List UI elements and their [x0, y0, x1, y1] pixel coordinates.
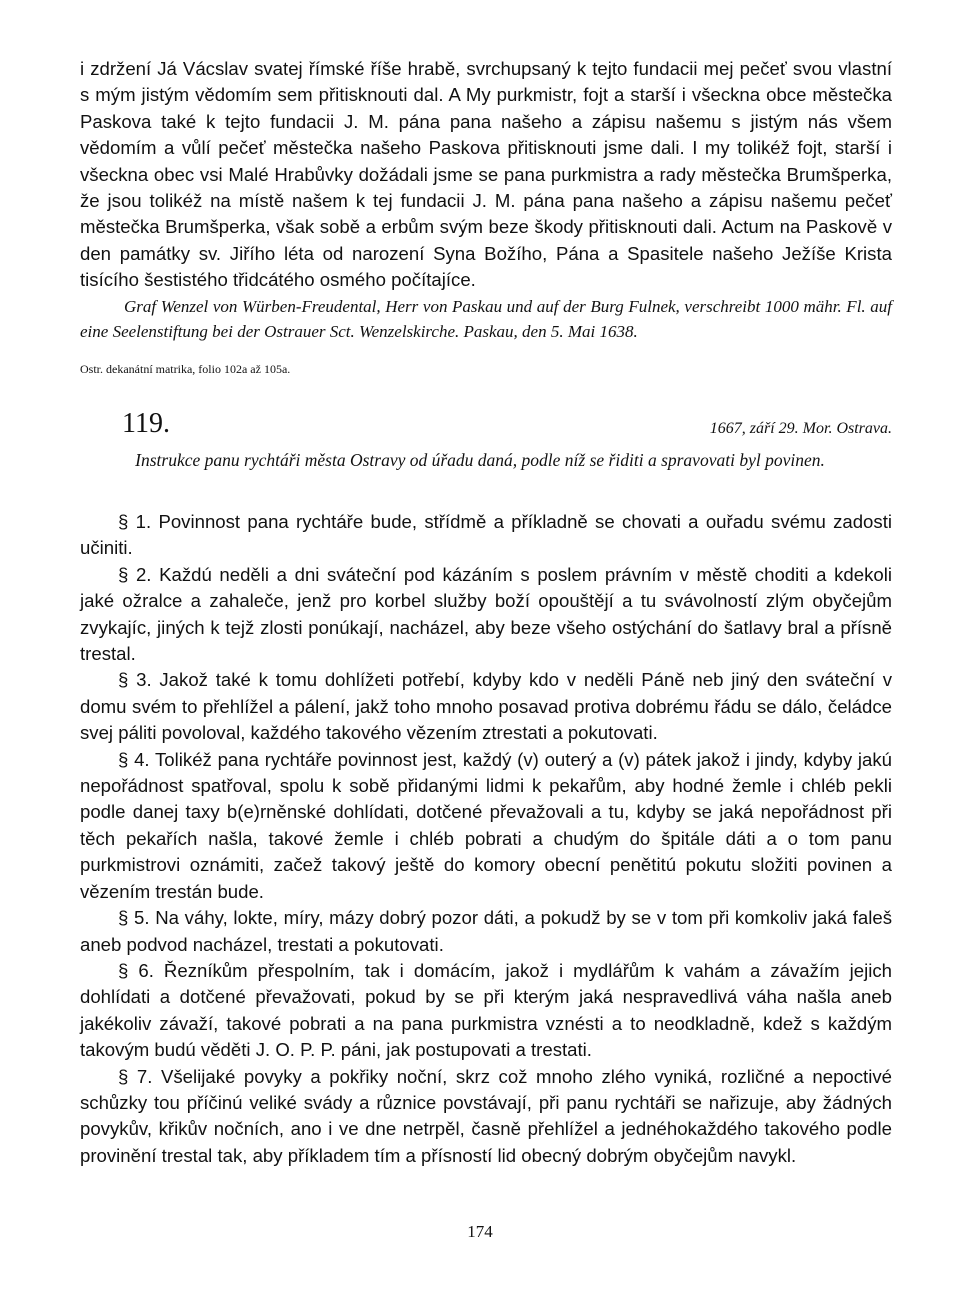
section-3: § 3. Jakož také k tomu dohlížeti potřebí, kdyby kdo v neděli Páně neb jiný den sváteční v domu svém to přehlížel a pálení, jakž toho mnoho posavad protiva dobrému řádu se dálo, čeládce svej páliti povoloval, každého takového vězením ztrestati a pokutovati. — [80, 669, 892, 744]
section-2: § 2. Každú neděli a dni sváteční pod kázáním s poslem právním v městě choditi a kdekoli jaké ožralce a zahaleče, jenž pro korbel služby boží opouštějí a tu svávolností zlým obyčejům zvykajíc, jiných k tejž zlosti ponúkají, nacházel, aby beze všeho ostýchání do šatlavy bral a přísně trestal. — [80, 563, 892, 665]
document-title: Instrukce panu rychtáři města Ostravy od úřadu daná, podle níž se řiditi a spravovati byl povinen. — [135, 450, 825, 470]
section-7: § 7. Všelijaké povyky a pokřiky noční, skrz což mnoho zlého vyniká, rozličné a nepoctivé schůzky tou příčinú veliké svády a různice povstávají, při panu rychtáři se nařizuje, aby žádných povykův, křikův nočních, ano i ve dne netrpěl, časně přehlížel a jednéhokaždého takového podle provinění trestal tak, aby příkladem tím a přísností lid obecný dobrým obyčejům navykl. — [80, 1065, 892, 1166]
section-6: § 6. Řezníkům přespolním, tak i domácím, jakož i mydlářům k vahám a závažím jejich dohlídati a dotčené převažovati, pokud by se při kterým jaká nespravedlivá váha našla aneb jakékoliv závaží, takové pobrati a na pana purkmistra vznésti a to neodkladně, kdež s každým takovým budú věděti J. O. P. P. páni, jak postupovati a trestati. — [80, 959, 892, 1061]
section-4: § 4. Tolikéž pana rychtáře povinnost jest, každý (v) outerý a (v) pátek jakož i jindy, kdyby jakú nepořádnost spatřoval, spolu k sobě přidanými lidmi k pekařům, aby hodné žemle i chléb pekli podle danej taxy b(e)rněnské dohlídati, dotčené převažovali a tu, kdyby se jaká nepořádnost při těch pekařích našla, takové žemle i chléb pobrati a chudým do špitále dáti a o tom panu purkmistrovi oznámiti, začež takový ještě do komory obecní penětitú pokutu složiti povinen a vězením trestán bude. — [80, 748, 892, 902]
section-1: § 1. Povinnost pana rychtáře bude, střídmě a příkladně se chovati a ouřadu svému zadosti učiniti. — [80, 511, 892, 559]
document-number: 119. — [122, 408, 170, 439]
document-date-place: 1667, září 29. Mor. Ostrava. — [709, 420, 892, 437]
page-number: 174 — [467, 1222, 493, 1241]
archival-source-note: Ostr. dekanátní matrika, folio 102a až 105a. — [80, 362, 291, 376]
section-5: § 5. Na váhy, lokte, míry, mázy dobrý pozor dáti, a pokudž by se v tom při komkoliv jaká faleš aneb podvod nacházel, trestati a pokutovati. — [80, 907, 892, 955]
previous-document-closing-text: i zdržení Já Vácslav svatej římské říše hrabě, svrchupsaný k tejto fundacii mej pečeť svou vlastní s mým jistým vědomím sem přitisknouti dal. A My purkmistr, fojt a starší i všeckna obce městečka Paskova také k tejto fundacii J. M. pána pana našeho a zápisu našemu s jistým nás všem vědomím a vůlí pečeť městečka našeho Paskova přitisknouti jsme dali. I my tolikéž fojt, starší i všeckna obec vsi Malé Hrabůvky dožádali jsme se pana purkmistra a rady městečka Brumšperka, že jsou tolikéž na místě našem k tej fundacii J. M. pána pana našeho a zápisu našemu pečeť městečka Brumšperka, však sobě a erbům svým beze škody přitisknouti dali. Actum na Paskově v den památky sv. Jiřího léta od narození Syna Božího, Pána a Spasitele našeho Ježíše Krista tisícího šestistého třidcátého osmého počítajíce. — [80, 58, 892, 291]
german-summary: Graf Wenzel von Würben-Freudental, Herr von Paskau und auf der Burg Fulnek, verschreibt 1000 mähr. Fl. auf eine Seelenstiftung bei der Ostrauer Sct. Wenzelskirche. Paskau, den 5. Mai 1638. — [80, 297, 892, 341]
instruction-sections — [80, 509, 892, 1169]
